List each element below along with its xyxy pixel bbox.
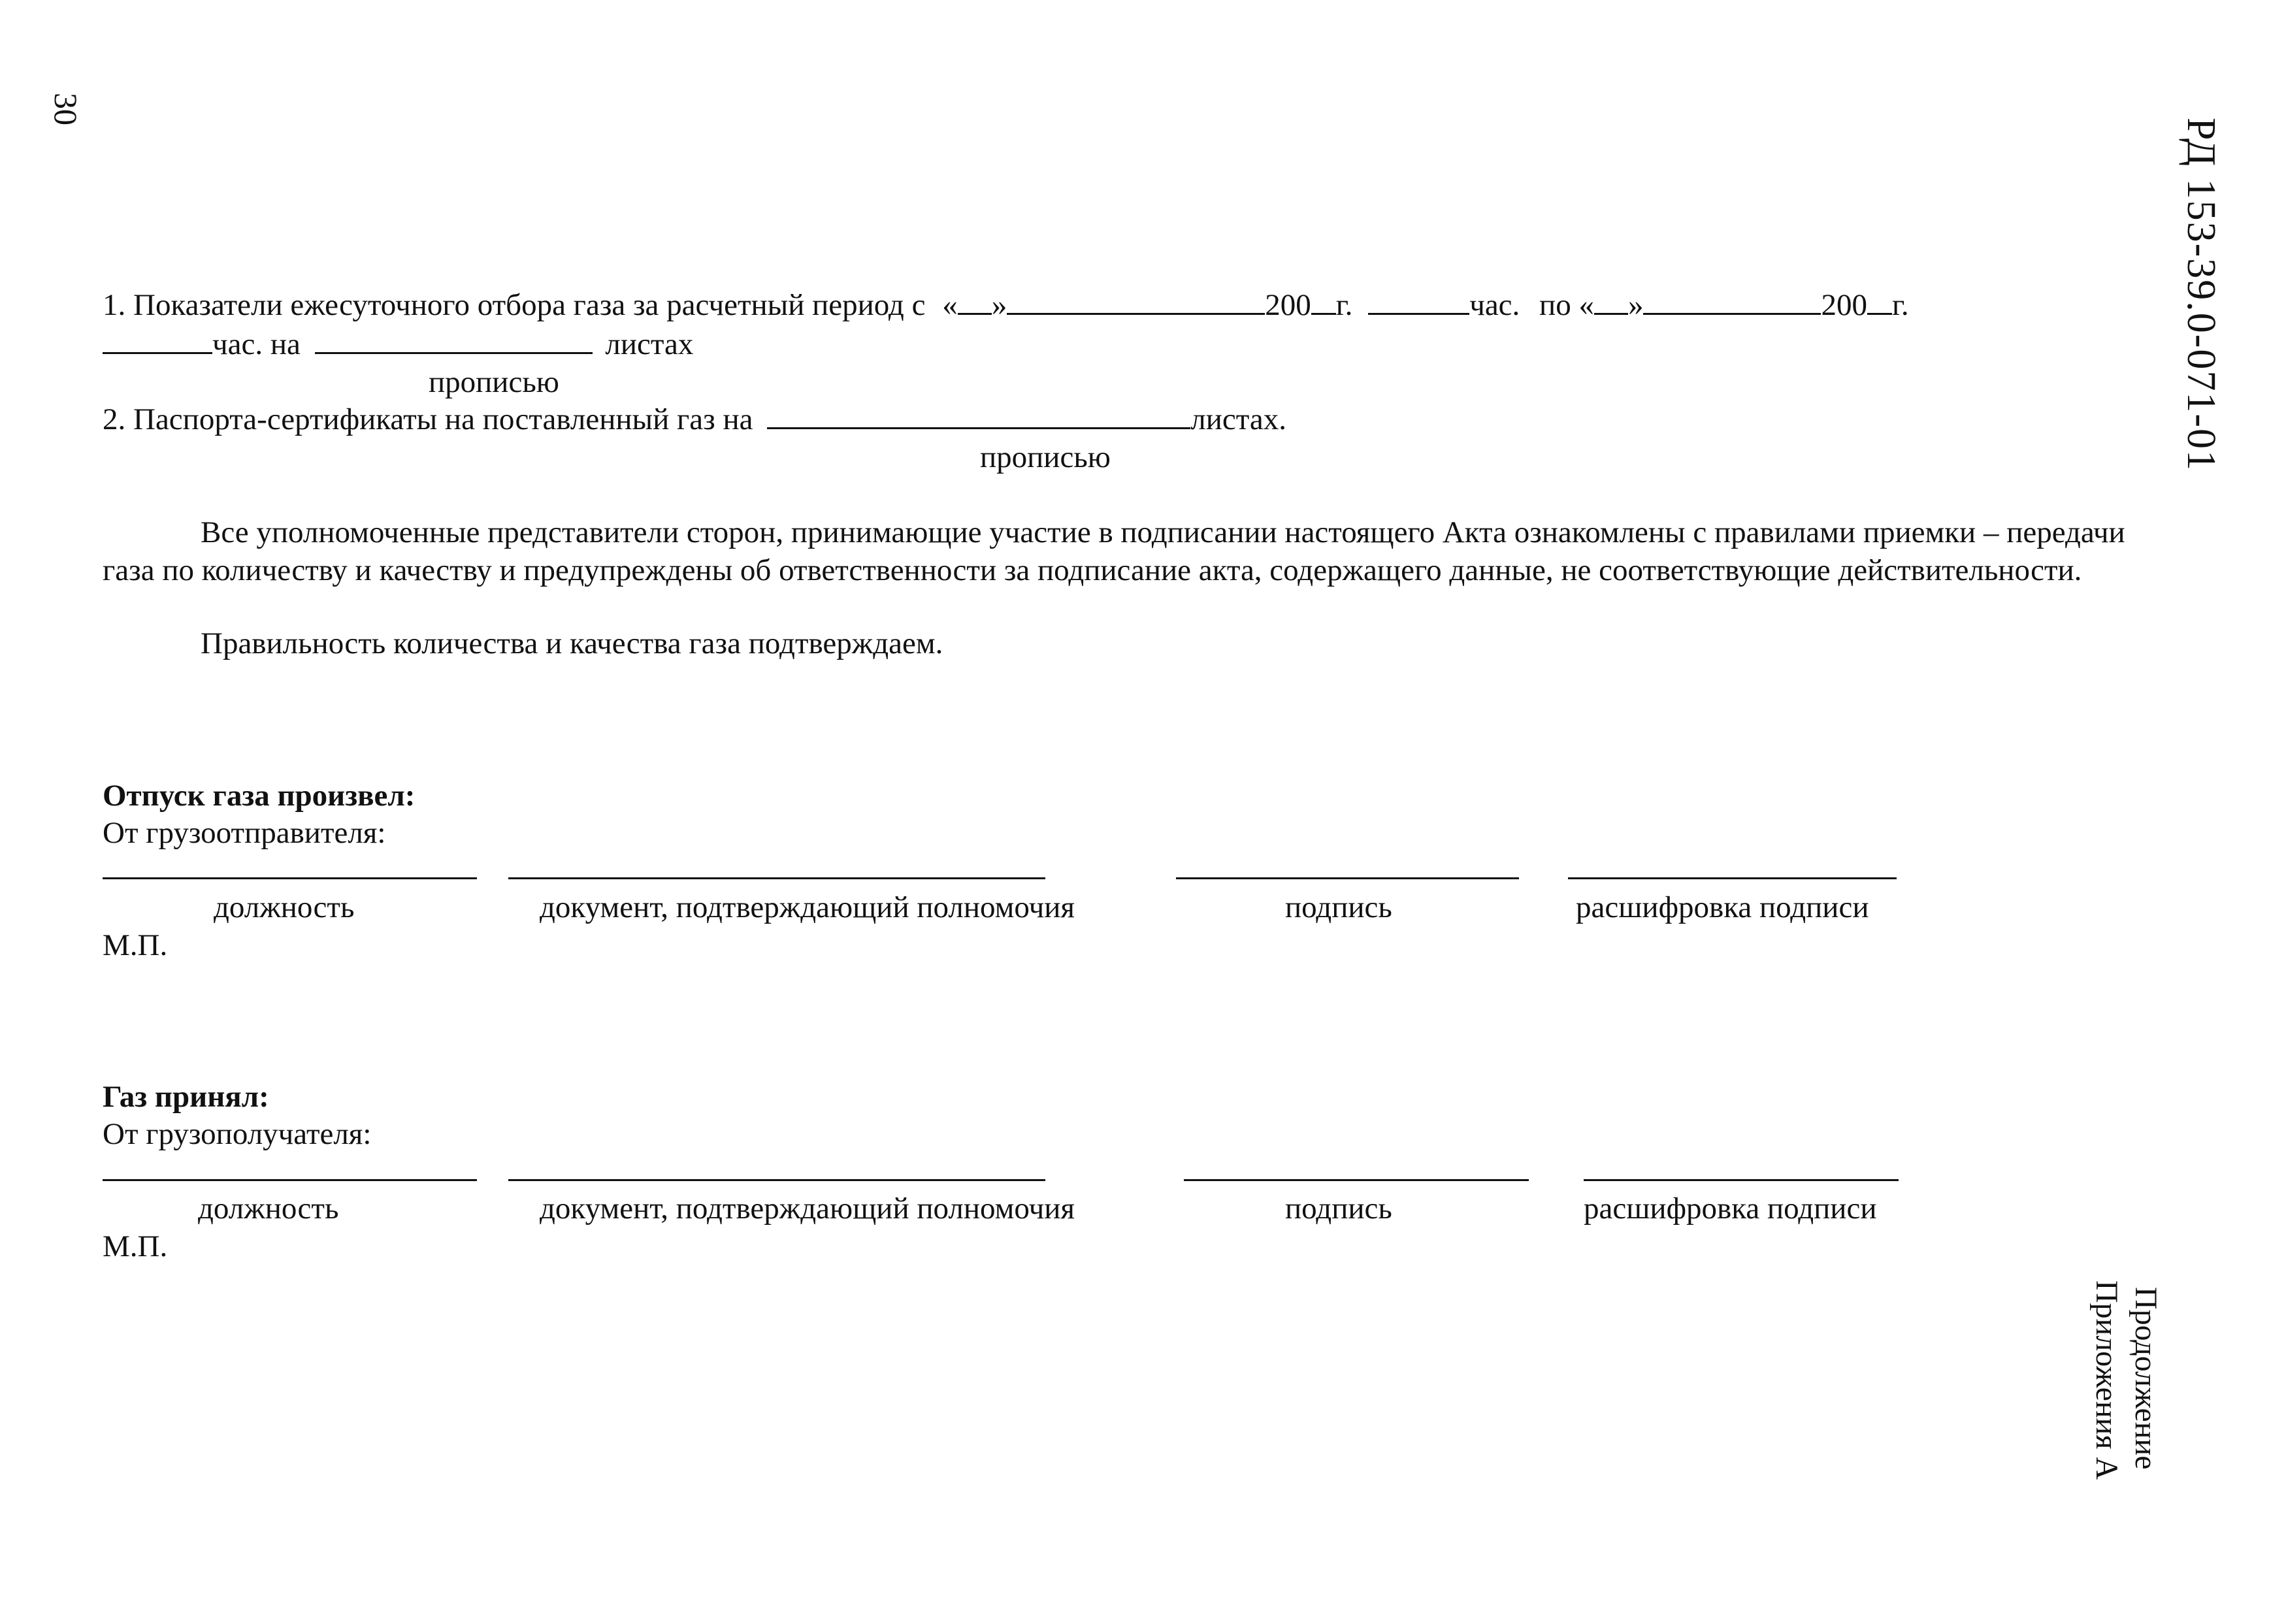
sender-stamp: М.П. <box>103 928 168 962</box>
paragraph-acknowledgement: Все уполномоченные представители сторон, принимающие участие в подписании настоящего Акта ознакомлены с правилами приемки – передачи газа по количеству и качеству и предупреждены об ответственности за подписание акта, содержащего данные, не соответствующие действительности. <box>103 515 2125 587</box>
page-number: 30 <box>48 93 84 125</box>
sender-from: От грузоотправителя: <box>103 816 386 850</box>
receiver-document-line[interactable] <box>508 1179 1045 1181</box>
item1-sheets: листах <box>605 327 694 361</box>
item1-close-quote2: » <box>1627 288 1644 322</box>
receiver-title: Газ принял: <box>103 1080 269 1114</box>
item2-sheets-blank[interactable] <box>767 404 1190 429</box>
item1-hint: прописью <box>429 365 559 399</box>
receiver-decoding-label: расшифровка подписи <box>1584 1192 1877 1226</box>
continuation-line1: Продолжение <box>2129 1287 2163 1470</box>
item1-line2 <box>103 329 693 360</box>
item1-g2: г. <box>1891 288 1909 322</box>
receiver-signature-line[interactable] <box>1184 1179 1529 1181</box>
item1-po: по « <box>1539 288 1594 322</box>
item1-prefix: 1. Показатели ежесуточного отбора газа за расчетный период с <box>103 288 926 322</box>
item1-hour-blank[interactable] <box>1368 289 1469 315</box>
item2-line <box>103 404 1286 435</box>
sender-signature-label: подпись <box>1285 890 1392 924</box>
item1-sheets-blank[interactable] <box>315 329 593 354</box>
receiver-decoding-line[interactable] <box>1584 1179 1899 1181</box>
item1-day-blank[interactable] <box>958 289 992 315</box>
sender-position-label: должность <box>214 890 355 924</box>
item1-year2: 200 <box>1821 288 1867 322</box>
sender-decoding-label: расшифровка подписи <box>1576 890 1869 924</box>
item1-g1: г. <box>1335 288 1353 322</box>
receiver-from: От грузополучателя: <box>103 1117 372 1151</box>
item1-year1-blank[interactable] <box>1311 289 1336 315</box>
paragraph-confirmation: Правильность количества и качества газа подтверждаем. <box>201 626 943 660</box>
continuation-line2: Приложения А <box>2089 1280 2124 1480</box>
receiver-position-label: должность <box>198 1192 339 1226</box>
item1-month-blank[interactable] <box>1007 289 1265 315</box>
sender-title: Отпуск газа произвел: <box>103 779 416 813</box>
item1-month2-blank[interactable] <box>1643 289 1821 315</box>
item1-year2-blank[interactable] <box>1867 289 1892 315</box>
item2-sheets: листах. <box>1190 402 1286 436</box>
item2-hint: прописью <box>980 440 1111 474</box>
sender-position-line[interactable] <box>103 877 477 879</box>
sender-signature-line[interactable] <box>1176 877 1519 879</box>
receiver-stamp: М.П. <box>103 1229 168 1263</box>
item1-line1 <box>103 289 1909 321</box>
sender-decoding-line[interactable] <box>1568 877 1897 879</box>
item1-hour2-label: час. на <box>212 327 301 361</box>
item1-hour-label: час. <box>1469 288 1520 322</box>
item1-year1: 200 <box>1265 288 1311 322</box>
sender-document-line[interactable] <box>508 877 1045 879</box>
receiver-document-label: документ, подтверждающий полномочия <box>540 1192 1075 1226</box>
item1-hour2-blank[interactable] <box>103 329 212 354</box>
item1-day2-blank[interactable] <box>1594 289 1628 315</box>
item1-close-quote: » <box>991 288 1007 322</box>
item2-prefix: 2. Паспорта-сертификаты на поставленный газ на <box>103 402 753 436</box>
document-code: РД 153-39.0-071-01 <box>2179 118 2223 472</box>
receiver-signature-label: подпись <box>1285 1192 1392 1226</box>
receiver-position-line[interactable] <box>103 1179 477 1181</box>
sender-document-label: документ, подтверждающий полномочия <box>540 890 1075 924</box>
item1-open-quote: « <box>942 288 958 322</box>
